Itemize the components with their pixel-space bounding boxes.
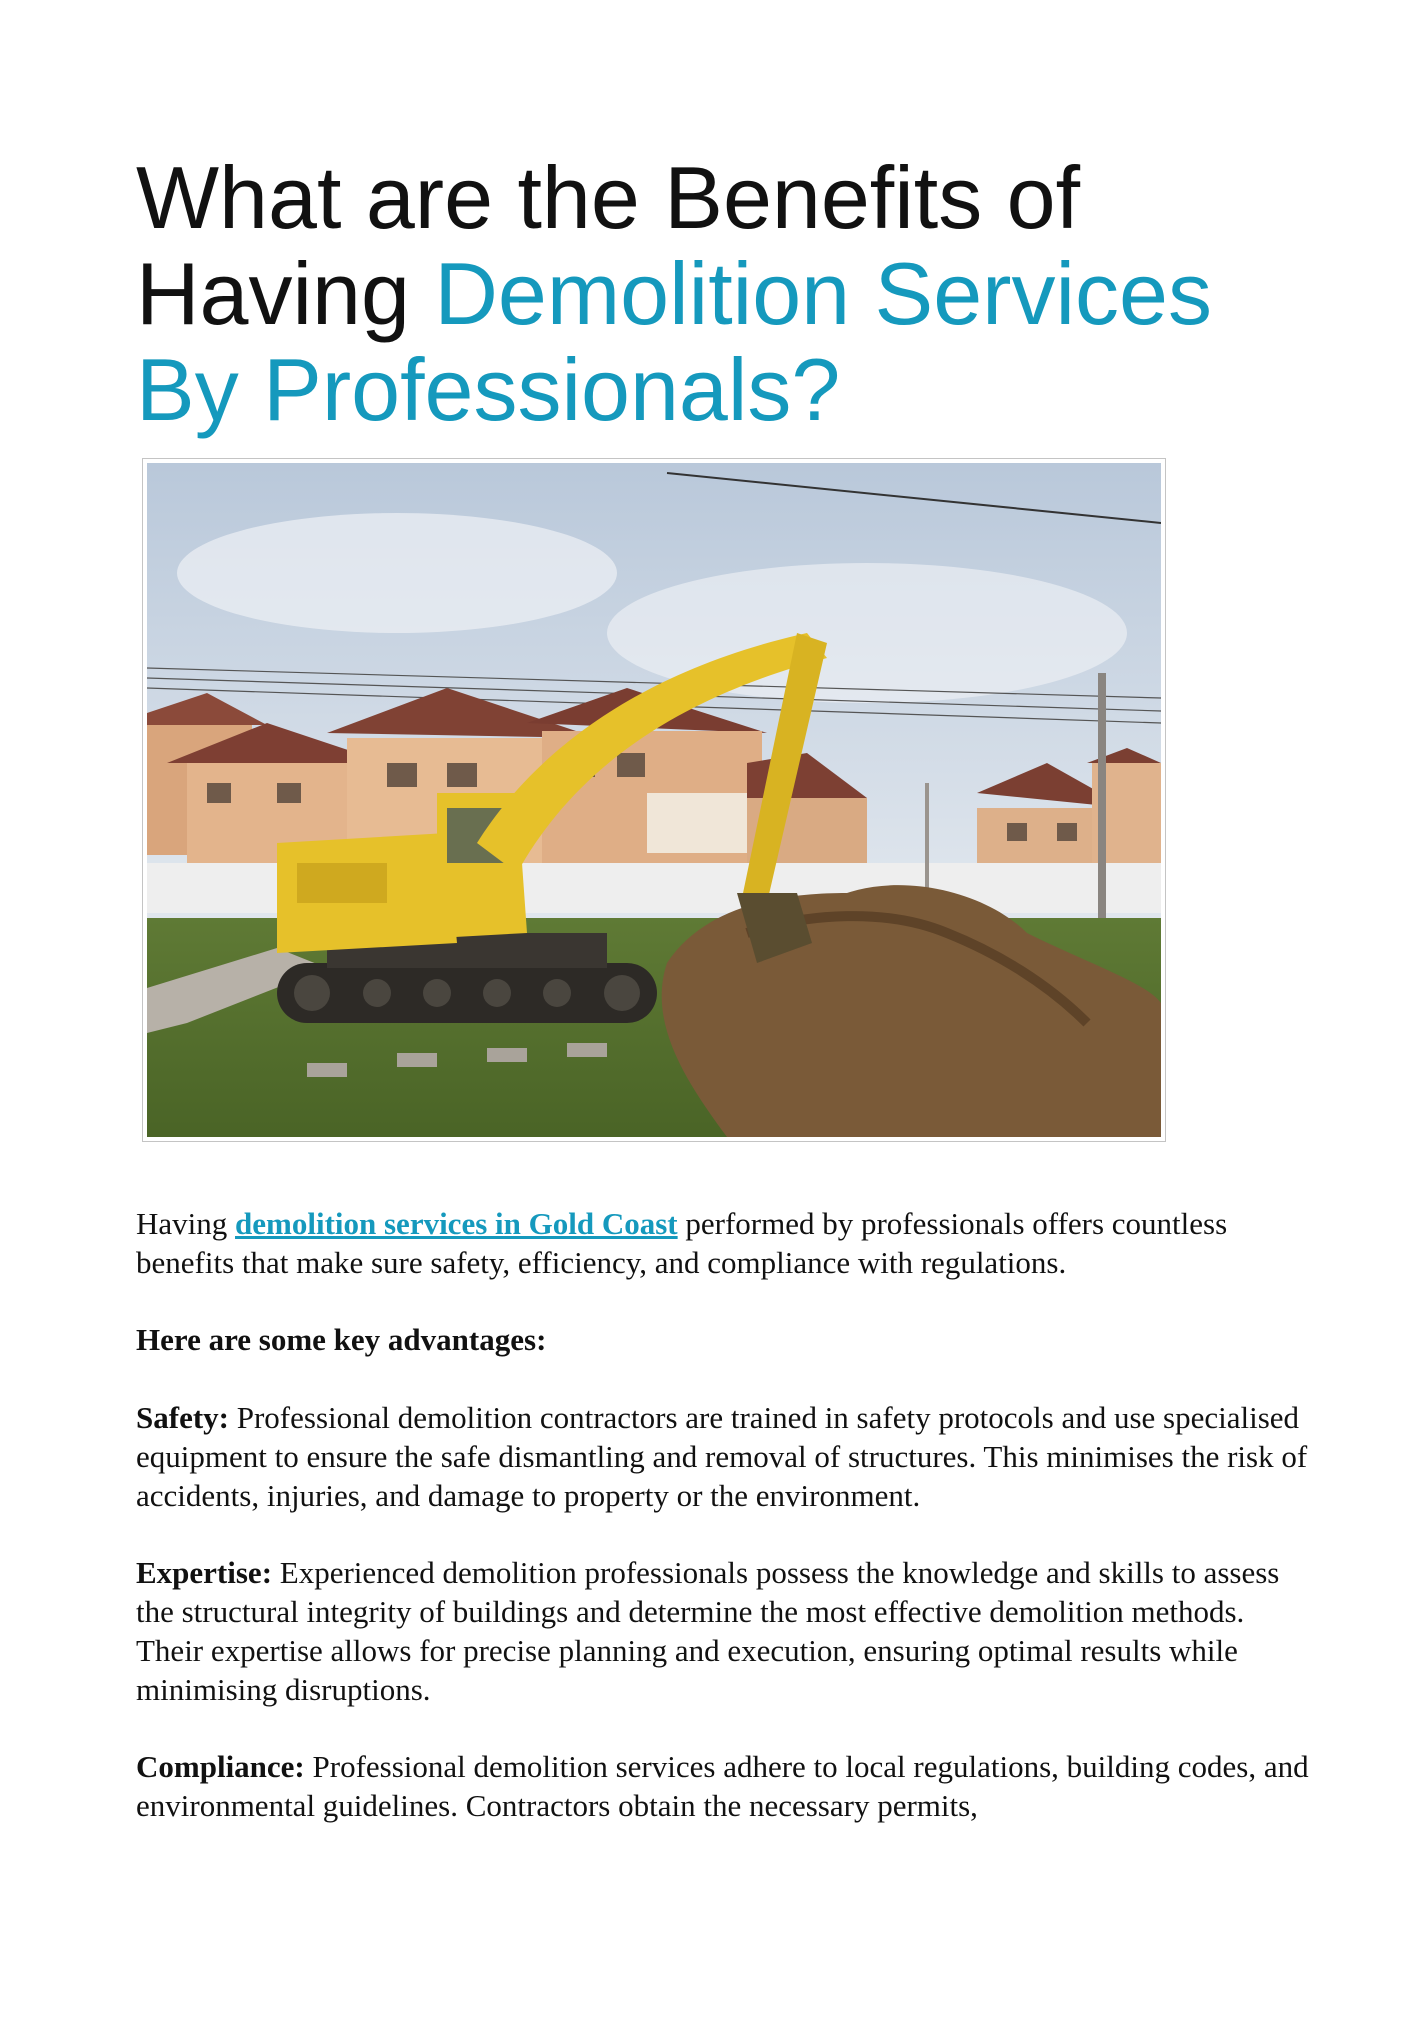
- intro-paragraph: [136, 1204, 1316, 1282]
- safety-text: Professional demolition contractors are trained in safety protocols and use specialised equipment to ensure the safe dismantling and removal of structures. This minimises the risk of accidents, injuries, and damage to property or the environment.: [136, 1400, 1308, 1513]
- hero-image: [142, 458, 1166, 1142]
- key-advantages-text: Here are some key advantages:: [136, 1322, 547, 1357]
- cloud: [177, 513, 617, 633]
- compliance-label: Compliance:: [136, 1749, 305, 1784]
- title-main: What are the Benefits of Having: [136, 148, 1081, 343]
- intro-text-end: performed by professionals offers countless benefits that make sure safety, efficiency, and compliance with regulations.: [136, 1206, 1228, 1280]
- page-title: [136, 150, 1316, 438]
- intro-text-start: Having: [136, 1206, 236, 1241]
- safety-label: Safety:: [136, 1400, 229, 1435]
- excavator-photo: [147, 463, 1161, 1137]
- excavator-track: [277, 963, 657, 1023]
- expertise-label: Expertise:: [136, 1555, 273, 1590]
- gold-coast-link[interactable]: demolition services in Gold Coast: [235, 1206, 678, 1241]
- title-accent: Demolition Services By Professionals?: [136, 244, 1212, 439]
- expertise-paragraph: [136, 1553, 1316, 1709]
- compliance-text: Professional demolition services adhere to local regulations, building codes, and environmental guidelines. Contractors obtain the necessary permits,: [136, 1749, 1309, 1823]
- compliance-paragraph: [136, 1747, 1316, 1825]
- excavator-engine-vent: [297, 863, 387, 903]
- key-advantages-heading: [136, 1320, 1316, 1359]
- expertise-text: Experienced demolition professionals possess the knowledge and skills to assess the structural integrity of buildings and determine the most effective demolition methods. Their expertise allows for precise planning and execution, ensuring optimal results while minimising disruptions.: [136, 1555, 1280, 1707]
- safety-paragraph: [136, 1398, 1316, 1515]
